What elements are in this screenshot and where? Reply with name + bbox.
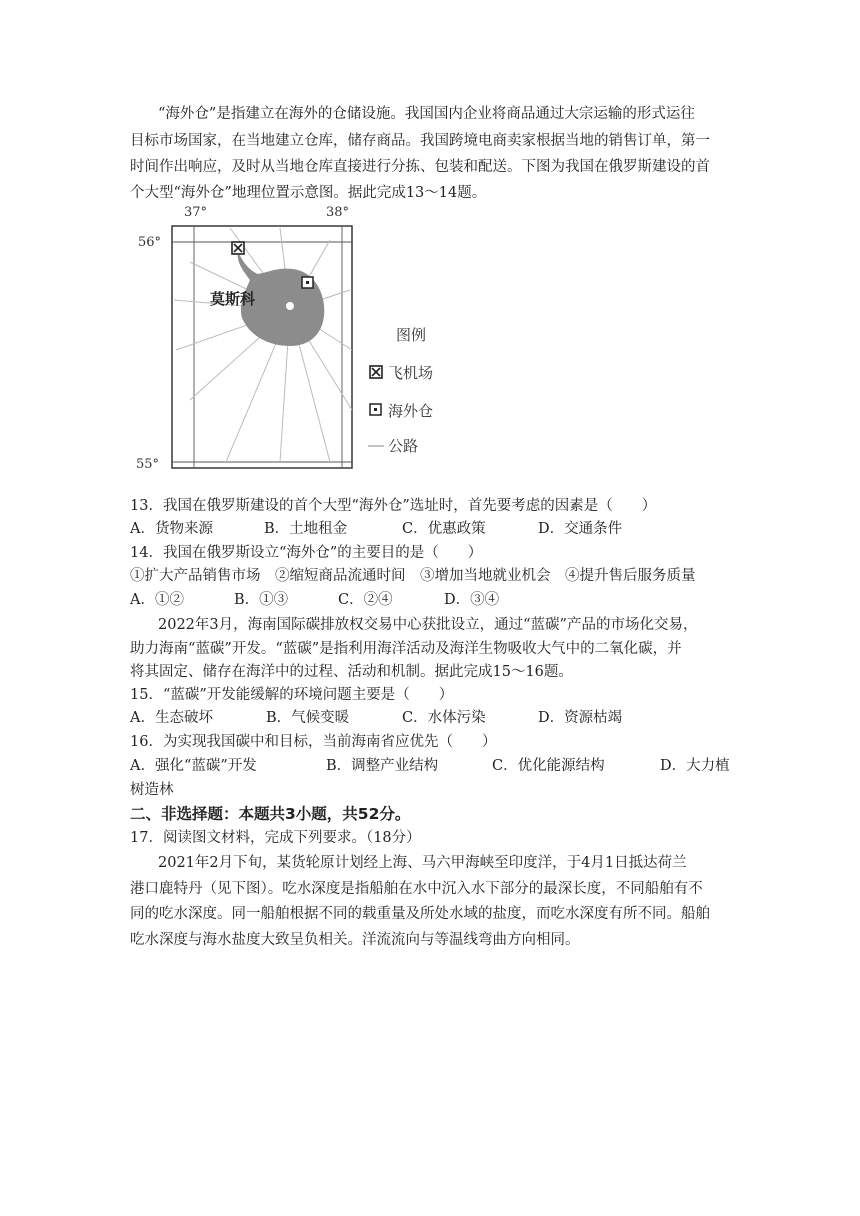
warehouse-icon bbox=[302, 277, 313, 288]
intro1-line-1: “海外仓”是指建立在海外的仓储设施。我国国内企业将商品通过大宗运输的形式运往 bbox=[158, 106, 695, 122]
q13-option-a: A．货物来源 bbox=[130, 521, 213, 537]
q13-option-c: C．优惠政策 bbox=[402, 521, 486, 537]
q14-options bbox=[130, 590, 499, 610]
moscow-warehouse-map bbox=[130, 200, 450, 480]
legend-warehouse-label: 海外仓 bbox=[388, 402, 434, 420]
q15-option-b: B．气候变暖 bbox=[266, 710, 350, 726]
q17-para-line-3: 同的吃水深度。同一船舶根据不同的载重量及所处水域的盐度，而吃水深度有所不同。船舶 bbox=[130, 906, 710, 922]
q15-option-a: A．生态破坏 bbox=[130, 710, 213, 726]
lat-55-label: 55° bbox=[136, 457, 160, 472]
q13-stem: 13．我国在俄罗斯建设的首个大型“海外仓”选址时，首先要考虑的因素是（ ） bbox=[130, 498, 657, 514]
q17-para-line-4: 吃水深度与海水盐度大致呈负相关。洋流流向与等温线弯曲方向相同。 bbox=[130, 932, 580, 948]
q13-option-b: B．土地租金 bbox=[264, 521, 348, 537]
q14-option-b: B．①③ bbox=[234, 592, 289, 608]
legend-warehouse-icon bbox=[370, 404, 381, 415]
q16-stem: 16．为实现我国碳中和目标，当前海南省应优先（ ） bbox=[130, 734, 497, 750]
q13-options bbox=[130, 519, 622, 539]
q15-options bbox=[130, 708, 622, 728]
intro2-line-2: 助力海南“蓝碳”开发。“蓝碳”是指利用海洋活动及海洋生物吸收大气中的二氧化碳，并 bbox=[130, 641, 682, 657]
q15-option-d: D．资源枯竭 bbox=[538, 710, 623, 726]
legend-title: 图例 bbox=[396, 326, 427, 344]
intro2-line-3: 将其固定、储存在海洋中的过程、活动和机制。据此完成15～16题。 bbox=[130, 664, 573, 680]
section2-heading: 二、非选择题：本题共3小题，共52分。 bbox=[130, 805, 411, 823]
q17-para-line-2: 港口鹿特丹（见下图）。吃水深度是指船舶在水中沉入水下部分的最深长度，不同船舶有不 bbox=[130, 881, 703, 897]
legend-road-label: 公路 bbox=[388, 437, 419, 455]
city-center-dot bbox=[286, 302, 294, 310]
legend-airport-icon bbox=[370, 366, 382, 378]
q16-option-b: B．调整产业结构 bbox=[326, 758, 439, 774]
q13-option-d: D．交通条件 bbox=[538, 521, 623, 537]
roads bbox=[174, 228, 352, 462]
lon-37-label: 37° bbox=[184, 205, 208, 220]
intro1-line-3: 时间作出响应，及时从当地仓库直接进行分拣、包装和配送。下图为我国在俄罗斯建设的首 bbox=[130, 159, 710, 175]
lat-56-label: 56° bbox=[138, 235, 162, 250]
q16-option-d: D．大力植 bbox=[660, 758, 730, 774]
legend-airport-label: 飞机场 bbox=[388, 364, 434, 382]
q15-option-c: C．水体污染 bbox=[402, 710, 486, 726]
q16-options bbox=[130, 756, 730, 776]
airport-icon bbox=[232, 242, 244, 254]
q14-option-d: D．③④ bbox=[444, 592, 500, 608]
q14-stem: 14．我国在俄罗斯设立“海外仓”的主要目的是（ ） bbox=[130, 545, 483, 561]
intro1-line-2: 目标市场国家，在当地建立仓库，储存商品。我国跨境电商卖家根据当地的销售订单，第一 bbox=[130, 133, 710, 149]
q15-stem: 15．“蓝碳”开发能缓解的环境问题主要是（ ） bbox=[130, 687, 454, 703]
q14-items: ①扩大产品销售市场 ②缩短商品流通时间 ③增加当地就业机会 ④提升售后服务质量 bbox=[130, 568, 696, 584]
q14-option-a: A．①② bbox=[130, 592, 184, 608]
q14-option-c: C．②④ bbox=[338, 592, 393, 608]
city-label: 莫斯科 bbox=[210, 290, 256, 308]
intro2-line-1: 2022年3月，海南国际碳排放权交易中心获批设立，通过“蓝碳”产品的市场化交易， bbox=[158, 617, 698, 633]
lon-38-label: 38° bbox=[326, 205, 350, 220]
q17-para-line-1: 2021年2月下旬，某货轮原计划经上海、马六甲海峡至印度洋，于4月1日抵达荷兰 bbox=[158, 855, 687, 871]
q16-option-a: A．强化“蓝碳”开发 bbox=[130, 758, 257, 774]
q17-stem: 17．阅读图文材料，完成下列要求。（18分） bbox=[130, 830, 421, 846]
map-frame bbox=[172, 226, 352, 468]
q16-option-c: C．优化能源结构 bbox=[492, 758, 605, 774]
intro1-line-4: 个大型“海外仓”地理位置示意图。据此完成13～14题。 bbox=[130, 185, 487, 201]
q16-option-d-wrap: 树造林 bbox=[130, 782, 174, 798]
